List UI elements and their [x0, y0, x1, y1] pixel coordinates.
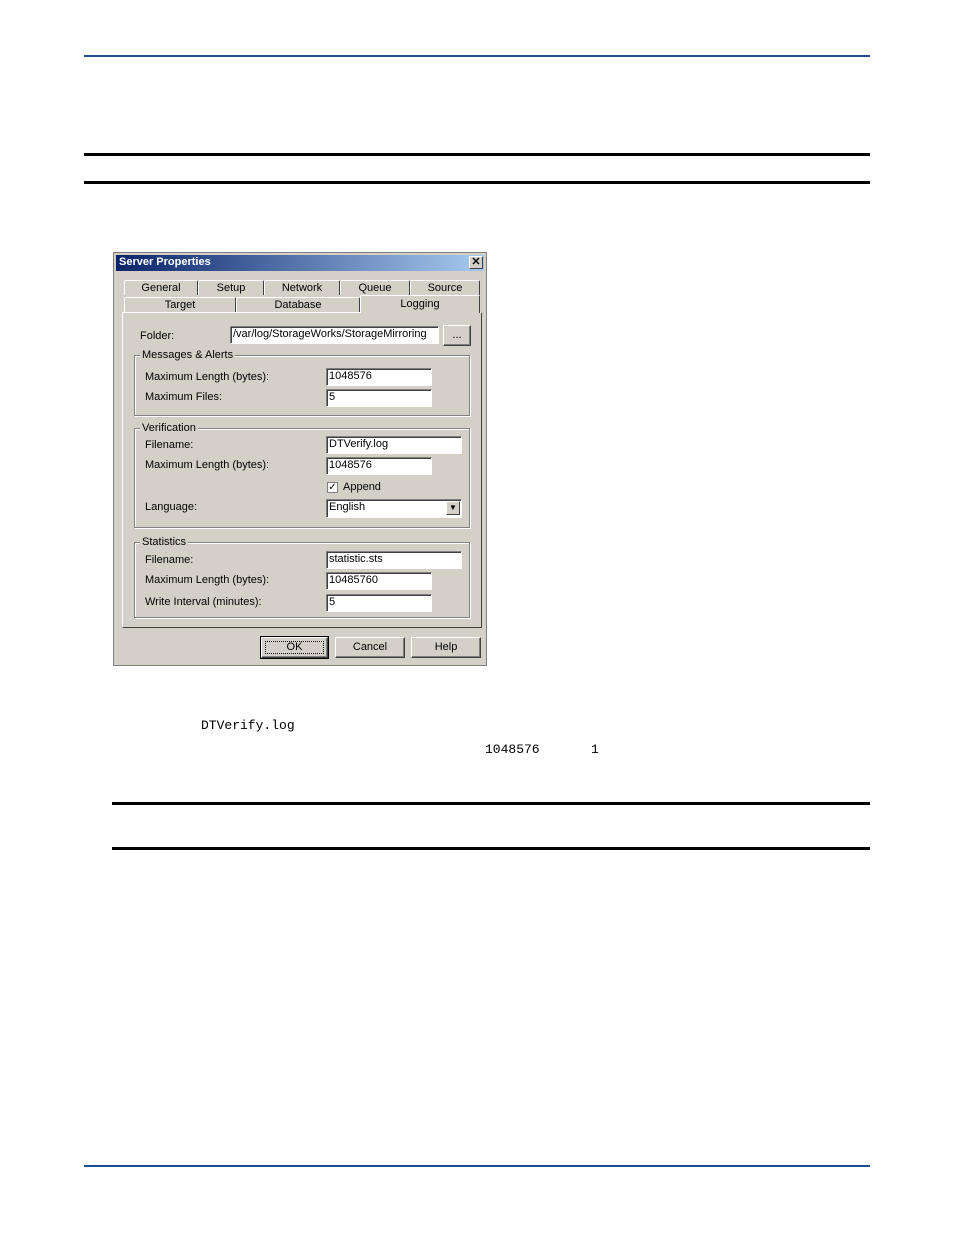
statistics-legend: Statistics	[142, 536, 187, 548]
messages-max-length-label: Maximum Length (bytes):	[145, 371, 270, 383]
verification-filename-input[interactable]: DTVerify.log	[326, 436, 462, 454]
section-rule-top-2	[84, 181, 870, 184]
header-rule	[84, 55, 870, 57]
language-dropdown-button[interactable]	[446, 501, 460, 515]
server-properties-dialog	[113, 252, 487, 666]
messages-max-length-input[interactable]: 1048576	[326, 368, 432, 386]
cancel-label: Cancel	[352, 641, 388, 653]
folder-label: Folder:	[140, 330, 175, 342]
tab-queue[interactable]	[340, 280, 410, 295]
ok-button[interactable]	[261, 637, 328, 658]
tab-network[interactable]	[264, 280, 340, 295]
check-icon: ✓	[328, 482, 337, 493]
verification-legend: Verification	[142, 422, 196, 434]
tab-label: Target	[164, 299, 196, 311]
section-rule-top-1	[84, 153, 870, 156]
write-interval-label: Write Interval (minutes):	[145, 596, 262, 608]
append-label: Append	[343, 481, 381, 493]
statistics-max-length-input[interactable]: 10485760	[326, 572, 432, 590]
verification-max-length-input[interactable]: 1048576	[326, 457, 432, 475]
tab-label: Source	[427, 282, 463, 294]
dialog-titlebar	[116, 255, 484, 271]
folder-input[interactable]: /var/log/StorageWorks/StorageMirroring	[230, 326, 439, 344]
tab-setup[interactable]	[198, 280, 264, 295]
length-code-text: 1048576	[485, 742, 540, 757]
tab-general[interactable]	[124, 280, 198, 295]
cancel-button[interactable]	[335, 637, 405, 658]
verification-max-length-label: Maximum Length (bytes):	[145, 459, 270, 471]
browse-button[interactable]	[443, 325, 471, 346]
tab-database[interactable]	[236, 297, 360, 312]
footer-rule	[84, 1165, 870, 1167]
tab-label: General	[141, 282, 181, 294]
tab-target[interactable]	[124, 297, 236, 312]
browse-label: ...	[452, 329, 462, 341]
close-button[interactable]	[469, 256, 483, 269]
tab-logging[interactable]	[360, 295, 480, 313]
tab-label: Setup	[216, 282, 246, 294]
language-label: Language:	[145, 501, 197, 513]
messages-alerts-legend: Messages & Alerts	[142, 349, 234, 361]
messages-max-files-label: Maximum Files:	[145, 391, 223, 403]
verification-filename-label: Filename:	[145, 439, 194, 451]
chevron-down-icon: ▼	[449, 503, 457, 512]
section-rule-mid-1	[112, 802, 870, 805]
tab-source[interactable]	[410, 280, 480, 295]
statistics-max-length-label: Maximum Length (bytes):	[145, 574, 270, 586]
dialog-title: Server Properties	[119, 256, 211, 268]
help-label: Help	[434, 641, 458, 653]
tab-label: Network	[281, 282, 323, 294]
close-icon: ✕	[471, 256, 481, 268]
tab-label: Queue	[358, 282, 392, 294]
help-button[interactable]	[411, 637, 481, 658]
messages-max-files-input[interactable]: 5	[326, 389, 432, 407]
language-select[interactable]: English	[326, 499, 462, 518]
tab-label: Logging	[400, 298, 440, 310]
ok-label: OK	[286, 641, 303, 653]
focus-rect	[265, 641, 324, 654]
tab-panel-logging	[122, 312, 482, 628]
count-code-text: 1	[591, 742, 599, 757]
tab-label: Database	[274, 299, 322, 311]
statistics-filename-label: Filename:	[145, 554, 194, 566]
section-rule-mid-2	[112, 847, 870, 850]
statistics-filename-input[interactable]: statistic.sts	[326, 551, 462, 569]
filename-code-text: DTVerify.log	[201, 718, 295, 733]
write-interval-input[interactable]: 5	[326, 594, 432, 612]
append-checkbox[interactable]	[327, 482, 338, 493]
